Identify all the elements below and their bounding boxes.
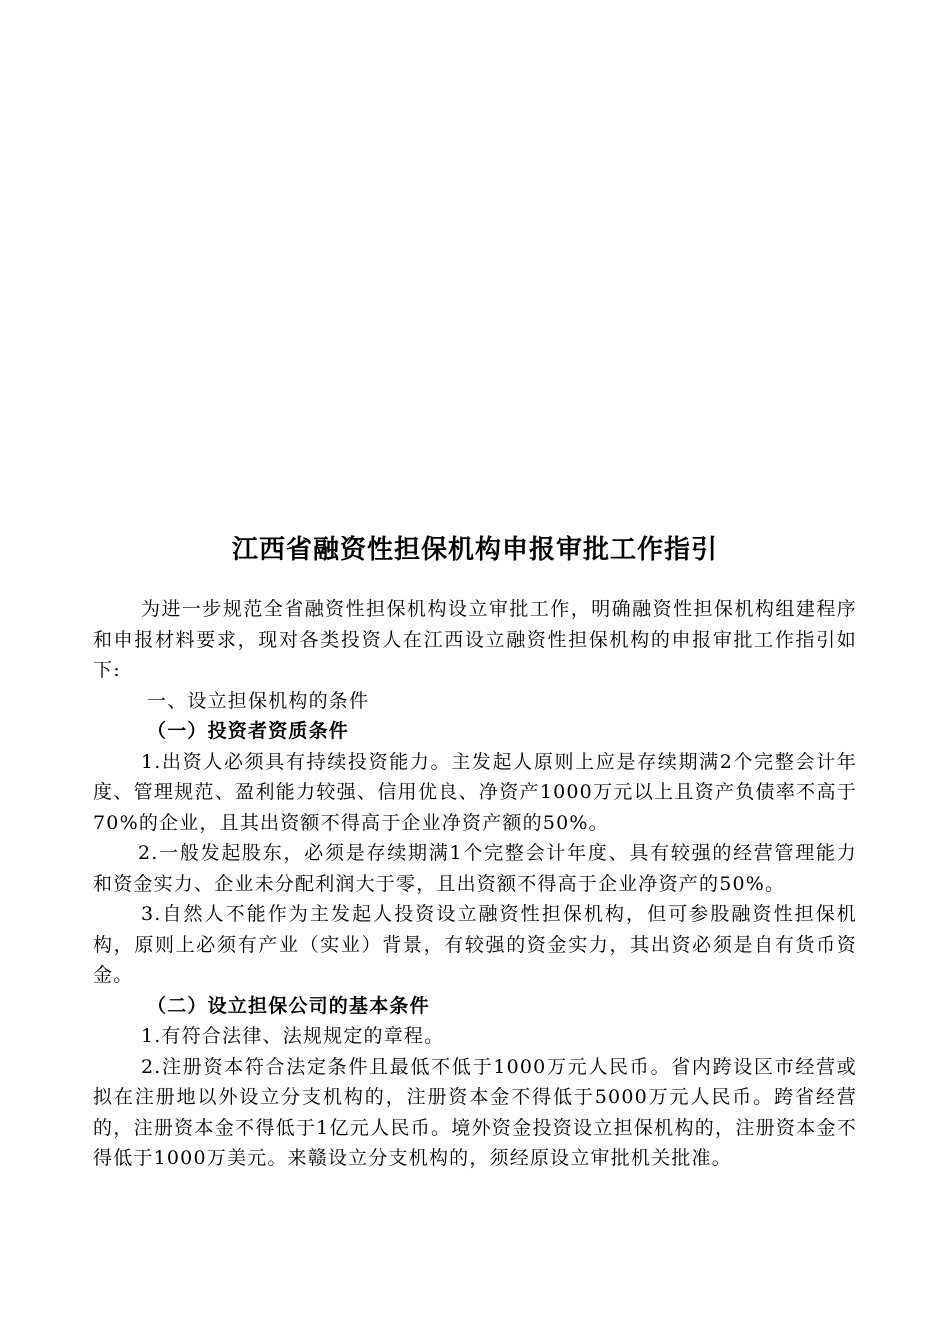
subsection-heading-investor-qualification: （一）投资者资质条件 xyxy=(147,720,350,742)
list-item: 1.有符合法律、法规规定的章程。 xyxy=(141,1025,445,1047)
intro-paragraph: 为进一步规范全省融资性担保机构设立审批工作，明确融资性担保机构组建程序和申报材料要求，现对各类投资人在江西设立融资性担保机构的申报审批工作指引如下: xyxy=(93,598,857,681)
document-title: 江西省融资性担保机构申报审批工作指引 xyxy=(231,535,718,565)
subsection-heading-basic-conditions: （二）设立担保公司的基本条件 xyxy=(147,994,430,1017)
list-item: 3.自然人不能作为主发起人投资设立融资性担保机构，但可参股融资性担保机构，原则上必须有产业（实业）背景，有较强的资金实力，其出资必须是自有货币资金。 xyxy=(93,903,857,986)
section-heading-conditions: 一、设立担保机构的条件 xyxy=(147,689,370,712)
list-item: 1.出资人必须具有持续投资能力。主发起人原则上应是存续期满2个完整会计年度、管理规范、盈利能力较强、信用优良、净资产1000万元以上且资产负债率不高于70%的企业，且其出资额不得高于企业净资产额的50%。 xyxy=(93,750,857,834)
list-item: 2.注册资本符合法定条件且最低不低于1000万元人民币。省内跨设区市经营或拟在注册地以外设立分支机构的，注册资本金不得低于5000万元人民币。跨省经营的，注册资本金不得低于1亿元人民币。境外资金投资设立担保机构的，注册资本金不得低于1000万美元。来赣设立分支机构的，须经原设立审批机关批准。 xyxy=(93,1055,857,1169)
document-body xyxy=(93,594,857,1174)
list-item: 2.一般发起股东，必须是存续期满1个完整会计年度、具有较强的经营管理能力和资金实力、企业未分配利润大于零，且出资额不得高于企业净资产的50%。 xyxy=(93,842,857,895)
